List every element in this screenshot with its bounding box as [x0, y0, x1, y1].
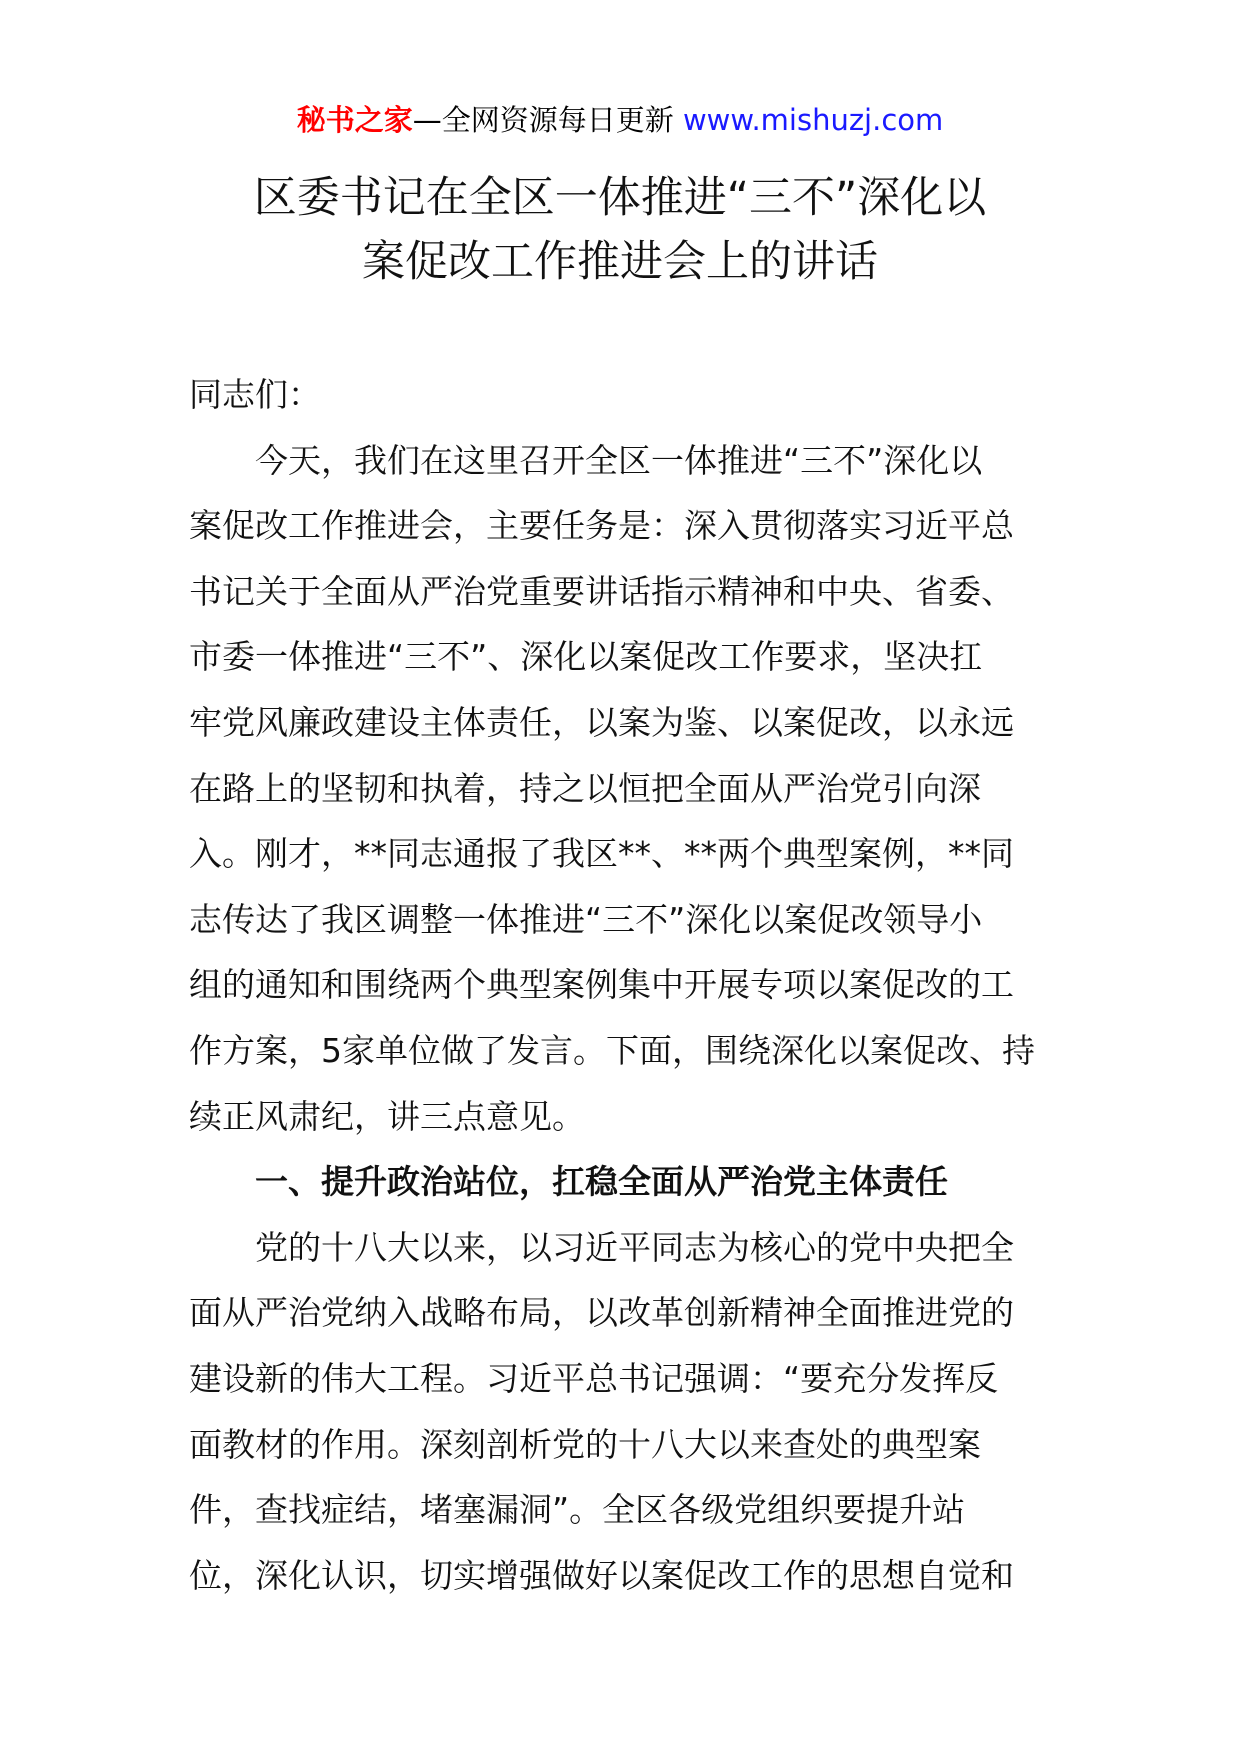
paragraph-line: 今天，我们在这里召开全区一体推进“三不”深化以	[255, 440, 983, 480]
paragraph-line: 续正风肃纪，讲三点意见。	[189, 1096, 585, 1136]
paragraph-line: 入。刚才，**同志通报了我区**、**两个典型案例，**同	[189, 834, 1014, 874]
section-heading: 一、提升政治站位，扛稳全面从严治党主体责任	[255, 1162, 948, 1202]
title-line-1: 区委书记在全区一体推进“三不”深化以	[253, 173, 987, 223]
paragraph-line: 案促改工作推进会，主要任务是：深入贯彻落实习近平总	[189, 506, 1014, 546]
paragraph-line: 组的通知和围绕两个典型案例集中开展专项以案促改的工	[189, 965, 1014, 1005]
document-body	[189, 362, 1059, 1608]
paragraph-line: 件，查找症结，堵塞漏洞”。全区各级党组织要提升站	[189, 1490, 966, 1530]
paragraph-line: 志传达了我区调整一体推进“三不”深化以案促改领导小	[189, 899, 983, 939]
paragraph-line: 在路上的坚韧和执着，持之以恒把全面从严治党引向深	[189, 768, 981, 808]
salutation: 同志们：	[189, 375, 321, 414]
paragraph-line: 建设新的伟大工程。习近平总书记强调：“要充分发挥反	[189, 1358, 999, 1398]
brand-tagline: —全网资源每日更新	[412, 103, 683, 137]
paragraph-line: 位，深化认识，切实增强做好以案促改工作的思想自觉和	[189, 1555, 1014, 1595]
site-banner	[0, 100, 1240, 140]
paragraph-line: 作方案，5家单位做了发言。下面，围绕深化以案促改、持	[189, 1030, 1035, 1070]
paragraph-line: 市委一体推进“三不”、深化以案促改工作要求，坚决扛	[189, 637, 983, 677]
paragraph-line: 面从严治党纳入战略布局，以改革创新精神全面推进党的	[189, 1293, 1014, 1333]
brand-name: 秘书之家	[296, 103, 413, 137]
paragraph-line: 面教材的作用。深刻剖析党的十八大以来查处的典型案	[189, 1424, 981, 1464]
brand-url-link[interactable]: www.mishuzj.com	[682, 103, 944, 137]
paragraph-line: 书记关于全面从严治党重要讲话指示精神和中央、省委、	[189, 571, 1014, 611]
title-line-2: 案促改工作推进会上的讲话	[362, 237, 878, 287]
paragraph-line: 党的十八大以来，以习近平同志为核心的党中央把全	[255, 1227, 1014, 1267]
document-title	[150, 166, 1090, 294]
paragraph-line: 牢党风廉政建设主体责任，以案为鉴、以案促改，以永远	[189, 702, 1014, 742]
